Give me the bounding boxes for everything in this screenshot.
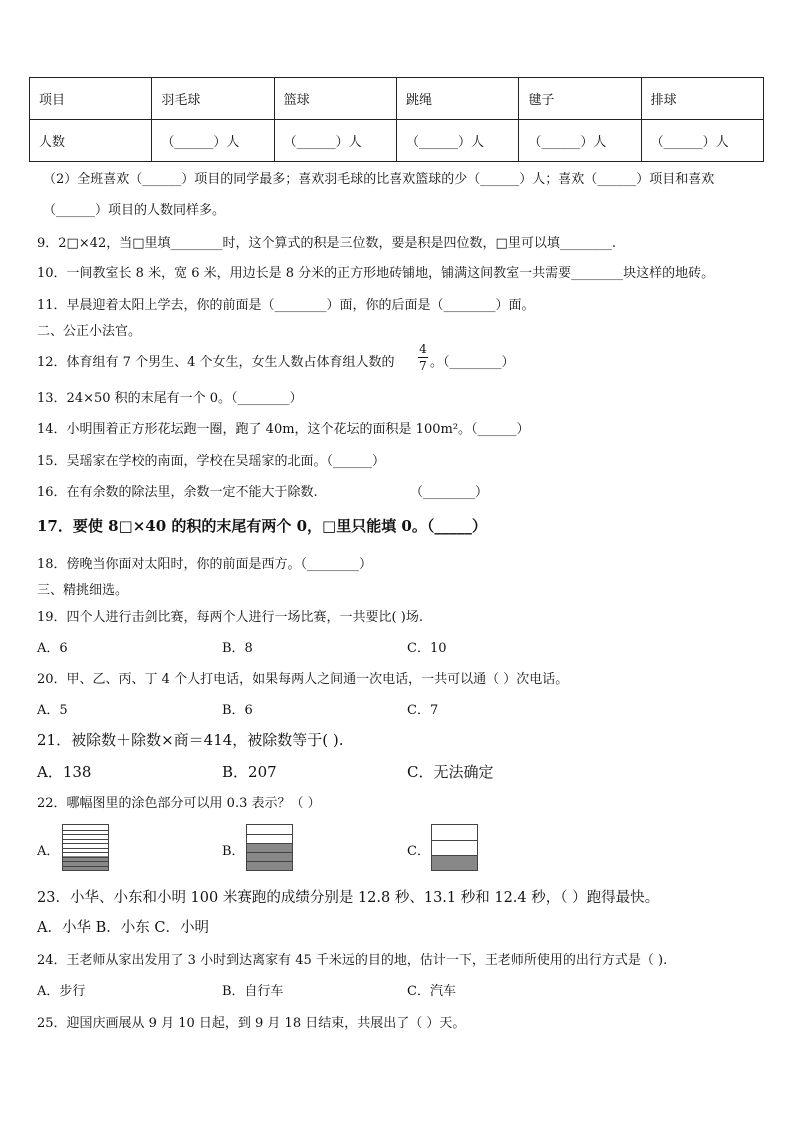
strip-divider: [247, 852, 292, 853]
table-cell: 排球: [641, 78, 763, 120]
option-b: B．8: [222, 641, 253, 656]
table-cell: 项目: [30, 78, 152, 120]
shaded-region: [432, 855, 477, 870]
figure-c-three-strips: [431, 824, 478, 871]
strip-divider: [63, 861, 108, 862]
fraction-numerator: 4: [419, 342, 427, 356]
fraction-denominator: 7: [419, 359, 427, 373]
question-16: 16．在有余数的除法里，余数一定不能大于除数.: [37, 485, 318, 500]
table-cell: 毽子: [519, 78, 641, 120]
figure-a-ten-strips: [62, 824, 109, 871]
strip-divider: [432, 855, 477, 856]
question-25: 25．迎国庆画展从 9 月 10 日起，到 9 月 18 日结束，共展出了（ ）天。: [37, 1016, 466, 1031]
option-a: A．5: [37, 703, 68, 718]
option-a: A．6: [37, 641, 68, 656]
question-16-blank: （________）: [410, 485, 489, 500]
figure-b-five-strips: [246, 824, 293, 871]
strip-divider: [63, 852, 108, 853]
table-cell: 跳绳: [396, 78, 518, 120]
strip-divider: [432, 840, 477, 841]
question-12: [37, 351, 394, 370]
option-c: C．无法确定: [407, 763, 494, 781]
section-3-heading: 三、精挑细选。: [37, 583, 129, 598]
strip-divider: [63, 866, 108, 867]
option-c: C．: [407, 844, 430, 859]
question-22: 22．哪幅图里的涂色部分可以用 0.3 表示？（ ）: [37, 796, 321, 811]
question-18: 18．傍晚当你面对太阳时，你的前面是西方。（________）: [37, 557, 373, 572]
question-12-text: 12．体育组有 7 个男生、4 个女生，女生人数占体育组人数的: [37, 355, 395, 370]
question-11: 11．早晨迎着太阳上学去，你的前面是（________）面，你的后面是（________）面。: [37, 298, 535, 313]
table-cell: （______）人: [519, 120, 641, 162]
question-24: 24．王老师从家出发用了 3 小时到达离家有 45 千米远的目的地，估计一下，王老师所使用的出行方式是（ ).: [37, 953, 668, 968]
question-21: 21．被除数＋除数×商＝414，被除数等于( ).: [37, 731, 344, 749]
option-b: B．自行车: [222, 984, 284, 999]
table-cell: 人数: [30, 120, 152, 162]
table-row: [30, 120, 764, 162]
table-cell: （______）人: [396, 120, 518, 162]
option-c: C．汽车: [407, 984, 456, 999]
question-14: 14．小明围着正方形花坛跑一圈，跑了 40m，这个花坛的面积是 100m²。（______）: [37, 422, 530, 437]
question-8-part2: （2）全班喜欢（______）项目的同学最多；喜欢羽毛球的比喜欢篮球的少（______）人；喜欢（______）项目和喜欢: [43, 172, 715, 187]
strip-divider: [247, 861, 292, 862]
option-b: B．207: [222, 763, 277, 781]
question-17: 17．要使 8□×40 的积的末尾有两个 0，□里只能填 0。（_____）: [37, 517, 487, 535]
question-23: 23．小华、小东和小明 100 米赛跑的成绩分别是 12.8 秒、13.1 秒和 12.4 秒，（ ）跑得最快。: [37, 890, 660, 906]
table-header-row: [30, 78, 764, 120]
fraction-four-sevenths: [418, 342, 428, 373]
option-c: C．10: [407, 641, 447, 656]
table-cell: （______）人: [274, 120, 396, 162]
question-23-options: A．小华 B．小东 C．小明: [37, 920, 209, 936]
option-b: B．6: [222, 703, 253, 718]
option-a: A．步行: [37, 984, 86, 999]
question-9: 9．2□×42，当□里填________时，这个算式的积是三位数，要是积是四位数，□里可以填________.: [37, 236, 616, 251]
fraction-bar: [418, 357, 428, 358]
strip-divider: [247, 834, 292, 835]
question-10: 10．一间教室长 8 米，宽 6 米，用边长是 8 分米的正方形地砖铺地，铺满这间教室一共需要________块这样的地砖。: [37, 266, 715, 281]
strip-divider: [247, 843, 292, 844]
survey-table: [29, 77, 764, 162]
section-2-heading: 二、公正小法官。: [37, 324, 142, 339]
strip-divider: [63, 843, 108, 844]
shaded-region: [247, 843, 292, 870]
strip-divider: [63, 830, 108, 831]
table-cell: 羽毛球: [152, 78, 274, 120]
strip-divider: [63, 857, 108, 858]
option-a: A．138: [37, 763, 92, 781]
table-cell: （______）人: [641, 120, 763, 162]
strip-divider: [63, 839, 108, 840]
question-15: 15．吴瑶家在学校的南面，学校在吴瑶家的北面。（______）: [37, 454, 386, 469]
table-cell: （______）人: [152, 120, 274, 162]
option-b: B．: [222, 844, 245, 859]
option-a: A．: [37, 844, 60, 859]
table-cell: 篮球: [274, 78, 396, 120]
question-19: 19．四个人进行击剑比赛，每两个人进行一场比赛，一共要比( )场.: [37, 610, 423, 625]
strip-divider: [63, 848, 108, 849]
question-12-blank: 。（________）: [430, 355, 515, 370]
question-13: 13．24×50 积的末尾有一个 0。（________）: [37, 391, 303, 406]
option-c: C．7: [407, 703, 439, 718]
shaded-region: [63, 856, 108, 870]
question-8-part2-cont: （______）项目的人数同样多。: [43, 203, 226, 218]
question-20: 20．甲、乙、丙、丁 4 个人打电话，如果每两人之间通一次电话，一共可以通（ ）次电话。: [37, 672, 569, 687]
strip-divider: [63, 834, 108, 835]
